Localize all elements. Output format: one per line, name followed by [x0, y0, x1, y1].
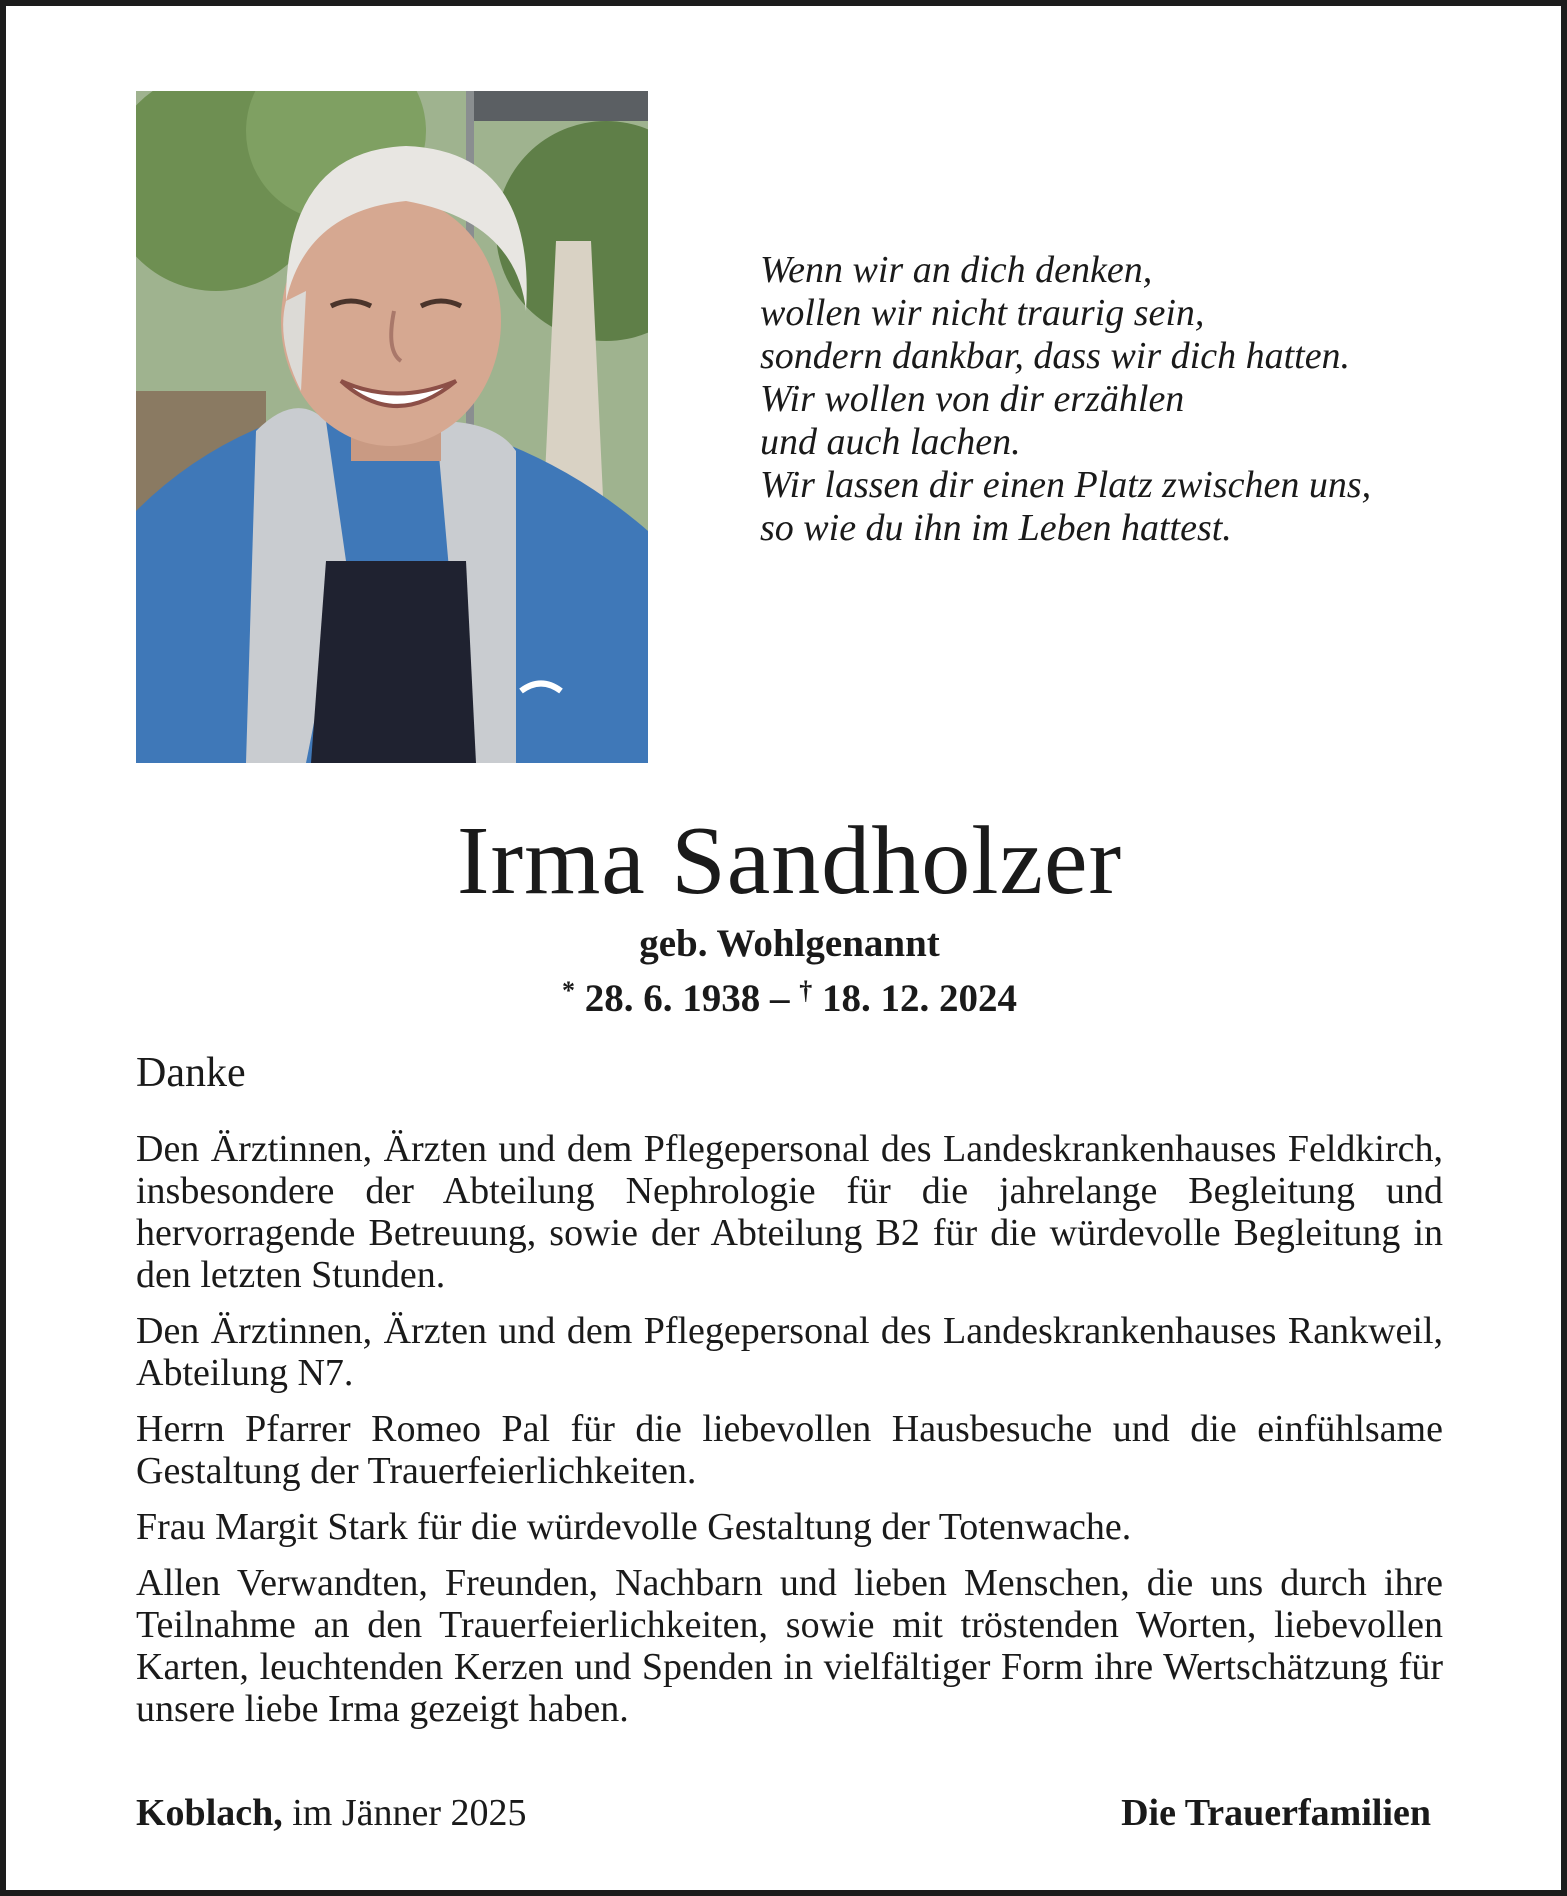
poem-line: wollen wir nicht traurig sein,: [760, 292, 1205, 334]
poem-line: so wie du ihn im Leben hattest.: [760, 507, 1232, 549]
life-dates: [6, 968, 1567, 1022]
death-symbol: †: [799, 976, 813, 1005]
death-date: 18. 12. 2024: [822, 977, 1017, 1020]
birth-date: 28. 6. 1938: [584, 977, 761, 1020]
signature: Die Trauerfamilien: [1121, 1792, 1431, 1834]
deceased-name: Irma Sandholzer: [456, 807, 1123, 915]
portrait-illustration: [136, 91, 648, 763]
thanks-paragraph: Den Ärztinnen, Ärzten und dem Pflegepersonal des Landeskrankenhauses Feldkirch, insbesondere der Abteilung Nephrologie für die jahrelange Begleitung und hervorragende Betreuung, sowie der Abteilung B2 für die würdevolle Begleitung in den letzten Stunden.: [136, 1128, 1443, 1296]
date-separator: –: [770, 977, 790, 1020]
thanks-paragraph: Den Ärztinnen, Ärzten und dem Pflegepersonal des Landeskrankenhauses Rankweil, Abteilung N7.: [136, 1310, 1443, 1394]
thanks-heading: Danke: [136, 1050, 246, 1096]
poem-line: und auch lachen.: [760, 421, 1021, 463]
poem-line: Wenn wir an dich denken,: [760, 249, 1153, 291]
maiden-name: geb. Wohlgenannt: [639, 922, 940, 965]
memorial-poem: [760, 249, 1520, 550]
place: Koblach,: [136, 1792, 283, 1834]
thanks-paragraph: Frau Margit Stark für die würdevolle Gestaltung der Totenwache.: [136, 1506, 1132, 1548]
thanks-text: [136, 1128, 1443, 1744]
poem-line: Wir lassen dir einen Platz zwischen uns,: [760, 464, 1372, 506]
place-and-date: [136, 1791, 527, 1835]
thanks-paragraph: Allen Verwandten, Freunden, Nachbarn und lieben Menschen, die uns durch ihre Teilnahme an den Trauerfeierlichkeiten, sowie mit tröstenden Worten, liebevollen Karten, leuchtenden Kerzen und Spenden in vielfältiger Form ihre Wertschätzung für unsere liebe Irma gezeigt haben.: [136, 1562, 1443, 1730]
poem-line: Wir wollen von dir erzählen: [760, 378, 1185, 420]
notice-date: im Jänner 2025: [292, 1792, 527, 1834]
birth-symbol: *: [562, 976, 575, 1005]
thanks-paragraph: Herrn Pfarrer Romeo Pal für die liebevollen Hausbesuche und die einfühlsame Gestaltung der Trauerfeierlichkeiten.: [136, 1408, 1443, 1492]
poem-line: sondern dankbar, dass wir dich hatten.: [760, 335, 1351, 377]
portrait-photo: [136, 91, 648, 763]
